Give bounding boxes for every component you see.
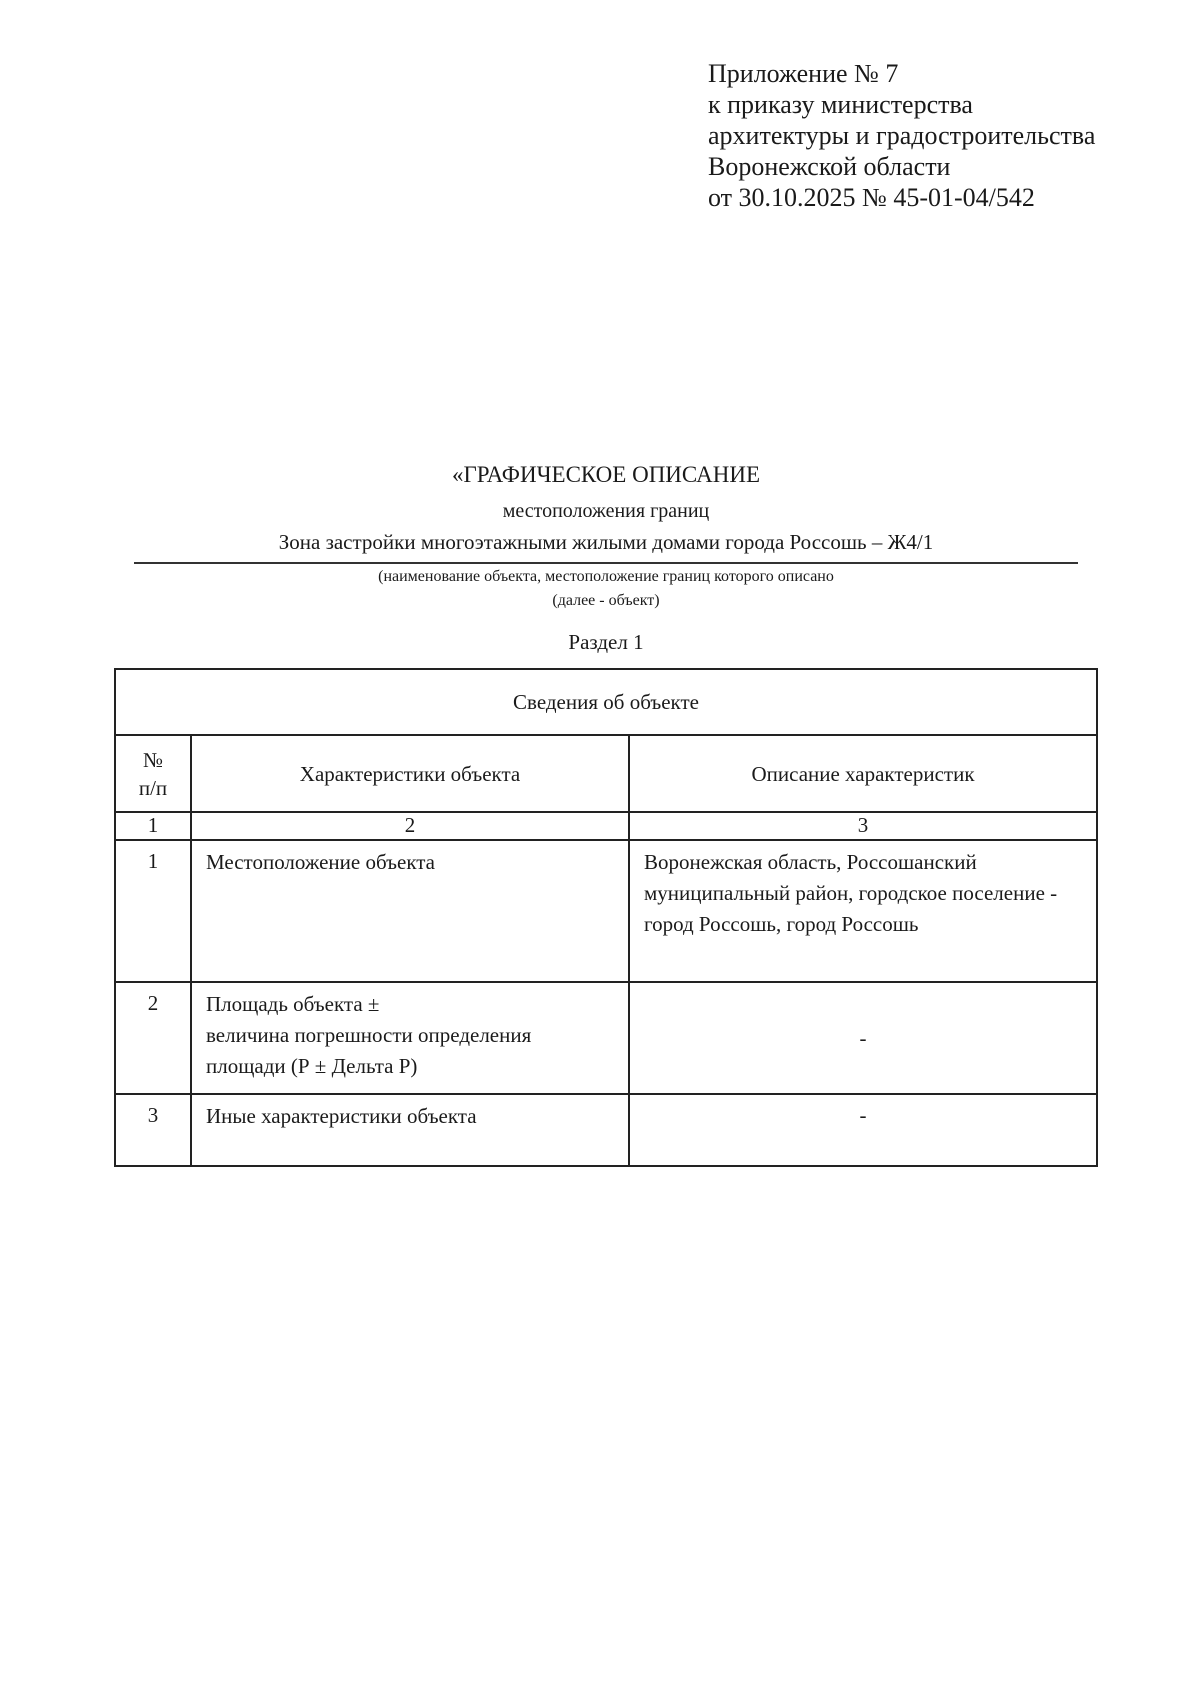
appendix-line: к приказу министерства <box>708 90 973 119</box>
table-header-row <box>115 735 1097 812</box>
header-number-line2: п/п <box>138 775 168 800</box>
title-underline <box>134 562 1078 564</box>
section-label: Раздел 1 <box>568 630 644 654</box>
row-number: 2 <box>115 982 191 1094</box>
table-row <box>115 982 1097 1094</box>
object-info-table <box>114 668 1098 1167</box>
row-characteristic: Местоположение объекта <box>191 840 629 982</box>
row-characteristic <box>191 982 629 1094</box>
column-number-row <box>115 812 1097 840</box>
document-subtitle: местоположения границ <box>502 500 710 522</box>
appendix-line: Приложение № 7 <box>708 59 899 88</box>
appendix-block <box>708 58 1095 213</box>
table-row <box>115 840 1097 982</box>
table-caption-row <box>115 669 1097 735</box>
row-characteristic-line2: величина погрешности определения площади (Р ± Дельта Р) <box>206 1023 532 1078</box>
column-number: 1 <box>115 812 191 840</box>
header-description: Описание характеристик <box>629 735 1097 812</box>
object-name-note-continued: (далее - объект) <box>552 592 660 609</box>
object-name-note: (наименование объекта, местоположение границ которого описано <box>378 568 834 585</box>
object-name: Зона застройки многоэтажными жилыми домами города Россошь – Ж4/1 <box>278 530 934 554</box>
table-caption: Сведения об объекте <box>115 669 1097 735</box>
row-number: 3 <box>115 1094 191 1166</box>
row-characteristic-line1: Площадь объекта ± <box>206 992 380 1016</box>
appendix-line: архитектуры и градостроительства <box>708 121 1096 150</box>
row-description: Воронежская область, Россошанский муниципальный район, городское поселение - город Россошь, город Россошь <box>629 840 1097 982</box>
document-title: «ГРАФИЧЕСКОЕ ОПИСАНИЕ <box>451 462 760 487</box>
row-description: - <box>629 982 1097 1094</box>
row-description: - <box>629 1094 1097 1166</box>
header-characteristics: Характеристики объекта <box>191 735 629 812</box>
appendix-line: Воронежской области <box>708 152 951 181</box>
header-number <box>115 735 191 812</box>
appendix-line: от 30.10.2025 № 45-01-04/542 <box>708 183 1035 212</box>
table-row <box>115 1094 1097 1166</box>
row-characteristic: Иные характеристики объекта <box>191 1094 629 1166</box>
column-number: 3 <box>629 812 1097 840</box>
row-number: 1 <box>115 840 191 982</box>
column-number: 2 <box>191 812 629 840</box>
header-number-line1: № <box>142 747 164 772</box>
